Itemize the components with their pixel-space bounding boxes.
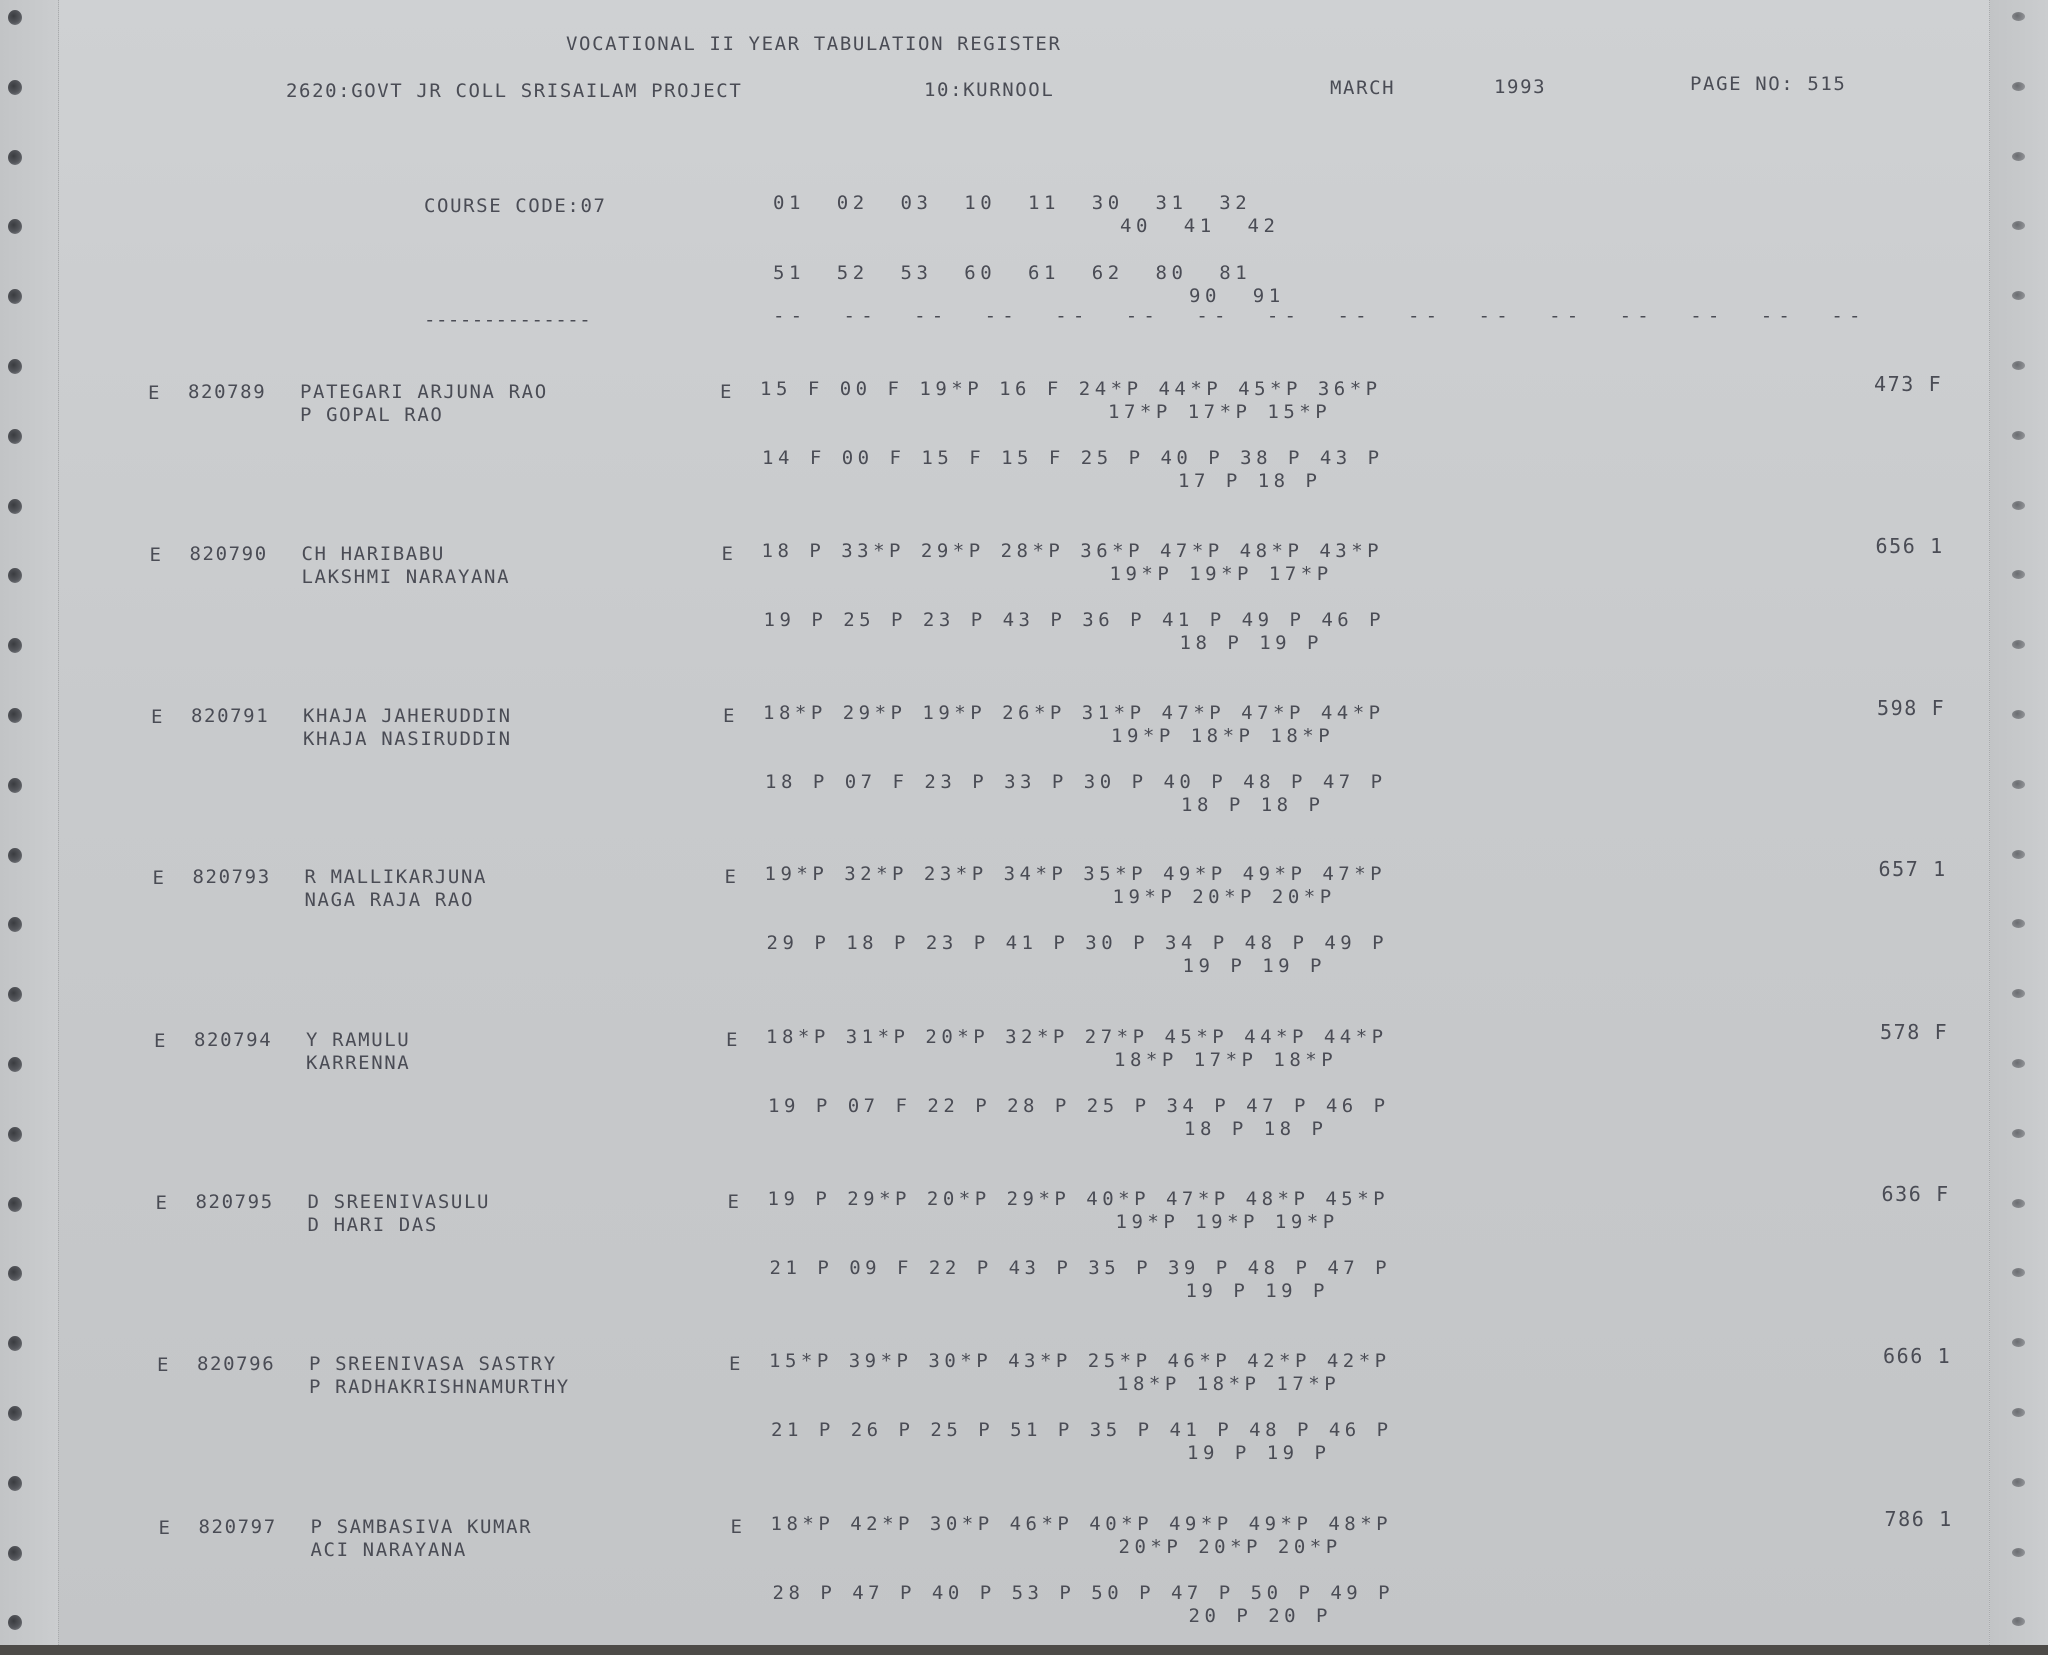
feed-hole [8,638,22,653]
total-and-result: 666 1 [1883,1344,1952,1368]
father-name: KHAJA NASIRUDDIN [303,728,512,750]
register-number: 820796 [197,1353,276,1375]
page-number: PAGE NO: 515 [1690,73,1847,95]
student-name: CH HARIBABU [301,543,445,565]
college-name: 2620:GOVT JR COLL SRISAILAM PROJECT [286,80,743,102]
marks-row-1: 18*P 42*P 30*P 46*P 40*P 49*P 49*P 48*P [770,1513,1393,1535]
father-name: D HARI DAS [307,1214,438,1236]
exam-year: 1993 [1494,76,1547,98]
course-code-label: COURSE CODE:07 [424,195,607,217]
feed-hole [2012,1617,2025,1626]
stream-flag: E [727,1191,741,1213]
feed-hole [2012,12,2025,21]
marks-row-2: 18*P 18*P 17*P [1117,1373,1341,1395]
stream-flag: E [721,543,735,565]
subject-codes-row-4: 90 91 [1189,285,1285,307]
marks-row-3: 21 P 09 F 22 P 43 P 35 P 39 P 48 P 47 P [769,1257,1392,1279]
marks-row-1: 18*P 29*P 19*P 26*P 31*P 47*P 47*P 44*P [763,702,1385,724]
total-and-result: 636 F [1881,1182,1950,1206]
feed-hole [8,289,22,304]
marks-row-2: 19*P 19*P 17*P [1109,563,1333,585]
feed-hole [2012,710,2025,719]
student-name: R MALLIKARJUNA [304,866,488,888]
stream-flag: E [724,866,738,888]
feed-hole [8,708,22,723]
register-number: 820790 [189,543,268,565]
feed-hole [8,150,22,165]
stream-flag: E [720,381,734,403]
register-number: 820797 [198,1516,277,1538]
marks-row-2: 20*P 20*P 20*P [1118,1536,1342,1558]
sheet-bottom-edge [0,1645,2048,1655]
student-name: PATEGARI ARJUNA RAO [300,381,548,403]
label-dash-rule: -------------- [424,309,592,331]
stream-flag: E [729,1353,743,1375]
feed-hole [8,429,22,444]
register-number: 820794 [194,1029,273,1051]
marks-row-2: 19*P 20*P 20*P [1112,886,1336,908]
marks-row-3: 14 F 00 F 15 F 15 F 25 P 40 P 38 P 43 P [762,447,1384,469]
father-name: LAKSHMI NARAYANA [301,566,511,588]
marks-row-2: 18*P 17*P 18*P [1114,1049,1338,1071]
marks-row-3: 19 P 07 F 22 P 28 P 25 P 34 P 47 P 46 P [768,1095,1390,1117]
feed-hole [2012,221,2025,230]
feed-hole [8,568,22,583]
register-number: 820789 [188,381,267,403]
record-flag: E [152,867,166,889]
total-and-result: 473 F [1874,372,1943,396]
feed-hole [8,917,22,932]
feed-hole [2012,1059,2025,1068]
marks-row-4: 18 P 19 P [1179,632,1323,654]
feed-hole [2012,850,2025,859]
record-flag: E [158,1517,172,1539]
record-flag: E [154,1030,168,1052]
feed-hole [2012,291,2025,300]
student-name: P SREENIVASA SASTRY [309,1353,557,1375]
marks-row-4: 19 P 19 P [1182,955,1326,977]
marks-row-3: 21 P 26 P 25 P 51 P 35 P 41 P 48 P 46 P [771,1419,1393,1441]
register-number: 820795 [195,1191,274,1213]
feed-hole [2012,361,2025,370]
register-title: VOCATIONAL II YEAR TABULATION REGISTER [566,33,1062,55]
feed-hole [2012,501,2025,510]
feed-hole [2012,152,2025,161]
stream-flag: E [723,705,737,727]
feed-hole [2012,570,2025,579]
feed-hole [8,848,22,863]
feed-hole [2012,1548,2025,1557]
feed-hole [2012,1129,2025,1138]
marks-row-3: 28 P 47 P 40 P 53 P 50 P 47 P 50 P 49 P [772,1582,1395,1604]
student-name: KHAJA JAHERUDDIN [303,705,512,727]
feed-hole [8,1615,22,1630]
feed-hole [8,499,22,514]
feed-hole [8,1127,22,1142]
record-flag: E [155,1192,169,1214]
feed-hole [2012,1478,2025,1487]
exam-month: MARCH [1330,77,1396,99]
marks-row-1: 19 P 29*P 20*P 29*P 40*P 47*P 48*P 45*P [767,1188,1390,1210]
feed-hole [2012,1338,2025,1347]
marks-row-2: 17*P 17*P 15*P [1108,401,1332,423]
father-name: NAGA RAJA RAO [304,889,475,911]
marks-row-4: 17 P 18 P [1178,470,1322,492]
student-name: P SAMBASIVA KUMAR [310,1516,533,1538]
feed-hole [8,80,22,95]
feed-hole [2012,82,2025,91]
marks-row-1: 18*P 31*P 20*P 32*P 27*P 45*P 44*P 44*P [766,1026,1388,1048]
feed-hole [2012,431,2025,440]
father-name: P GOPAL RAO [300,404,444,426]
marks-row-3: 18 P 07 F 23 P 33 P 30 P 40 P 48 P 47 P [765,771,1387,793]
feed-hole [8,1266,22,1281]
stream-flag: E [730,1516,744,1538]
feed-hole [8,359,22,374]
feed-hole [8,1197,22,1212]
feed-hole [8,10,22,25]
feed-hole [2012,1268,2025,1277]
record-flag: E [149,544,163,566]
feed-hole [8,1336,22,1351]
student-name: D SREENIVASULU [307,1191,491,1213]
feed-hole [8,219,22,234]
feed-hole [2012,640,2025,649]
student-name: Y RAMULU [306,1029,411,1051]
record-flag: E [148,382,162,404]
marks-row-1: 19*P 32*P 23*P 34*P 35*P 49*P 49*P 47*P [764,863,1387,885]
marks-row-2: 19*P 19*P 19*P [1115,1211,1339,1233]
marks-row-3: 19 P 25 P 23 P 43 P 36 P 41 P 49 P 46 P [763,609,1386,631]
father-name: KARRENNA [306,1052,411,1074]
total-and-result: 578 F [1880,1020,1949,1044]
feed-hole [8,778,22,793]
marks-row-1: 15*P 39*P 30*P 43*P 25*P 46*P 42*P 42*P [769,1350,1391,1372]
marks-row-4: 18 P 18 P [1181,794,1325,816]
left-tractor-strip [0,0,59,1655]
subject-codes-row-2: 40 41 42 [1120,215,1280,237]
feed-hole [2012,989,2025,998]
column-dash-rule: -- -- -- -- -- -- -- -- -- -- -- -- -- -- -- -- [773,305,1867,327]
marks-row-2: 19*P 18*P 18*P [1111,725,1335,747]
feed-hole [2012,1199,2025,1208]
marks-row-1: 15 F 00 F 19*P 16 F 24*P 44*P 45*P 36*P [760,378,1382,400]
total-and-result: 656 1 [1875,534,1944,558]
marks-row-4: 19 P 19 P [1185,1280,1329,1302]
marks-row-4: 19 P 19 P [1187,1442,1331,1464]
subject-codes-row-1: 01 02 03 10 11 30 31 32 [773,192,1252,214]
marks-row-1: 18 P 33*P 29*P 28*P 36*P 47*P 48*P 43*P [761,540,1384,562]
record-flag: E [157,1354,171,1376]
total-and-result: 786 1 [1884,1507,1953,1531]
stream-flag: E [726,1029,740,1051]
feed-hole [8,1057,22,1072]
marks-row-3: 29 P 18 P 23 P 41 P 30 P 34 P 48 P 49 P [766,932,1389,954]
feed-hole [2012,1408,2025,1417]
register-number: 820793 [192,866,271,888]
feed-hole [8,1406,22,1421]
right-tractor-strip [1989,0,2048,1655]
feed-hole [8,987,22,1002]
feed-hole [8,1476,22,1491]
feed-hole [8,1546,22,1561]
subject-codes-row-3: 51 52 53 60 61 62 80 81 [773,262,1252,284]
feed-hole [2012,919,2025,928]
record-flag: E [151,706,165,728]
register-number: 820791 [191,705,270,727]
total-and-result: 657 1 [1878,857,1947,881]
father-name: P RADHAKRISHNAMURTHY [309,1376,570,1398]
marks-row-4: 18 P 18 P [1184,1118,1328,1140]
district-name: 10:KURNOOL [924,79,1055,101]
marks-row-4: 20 P 20 P [1188,1605,1332,1627]
feed-hole [2012,780,2025,789]
total-and-result: 598 F [1877,696,1946,720]
father-name: ACI NARAYANA [310,1539,467,1561]
